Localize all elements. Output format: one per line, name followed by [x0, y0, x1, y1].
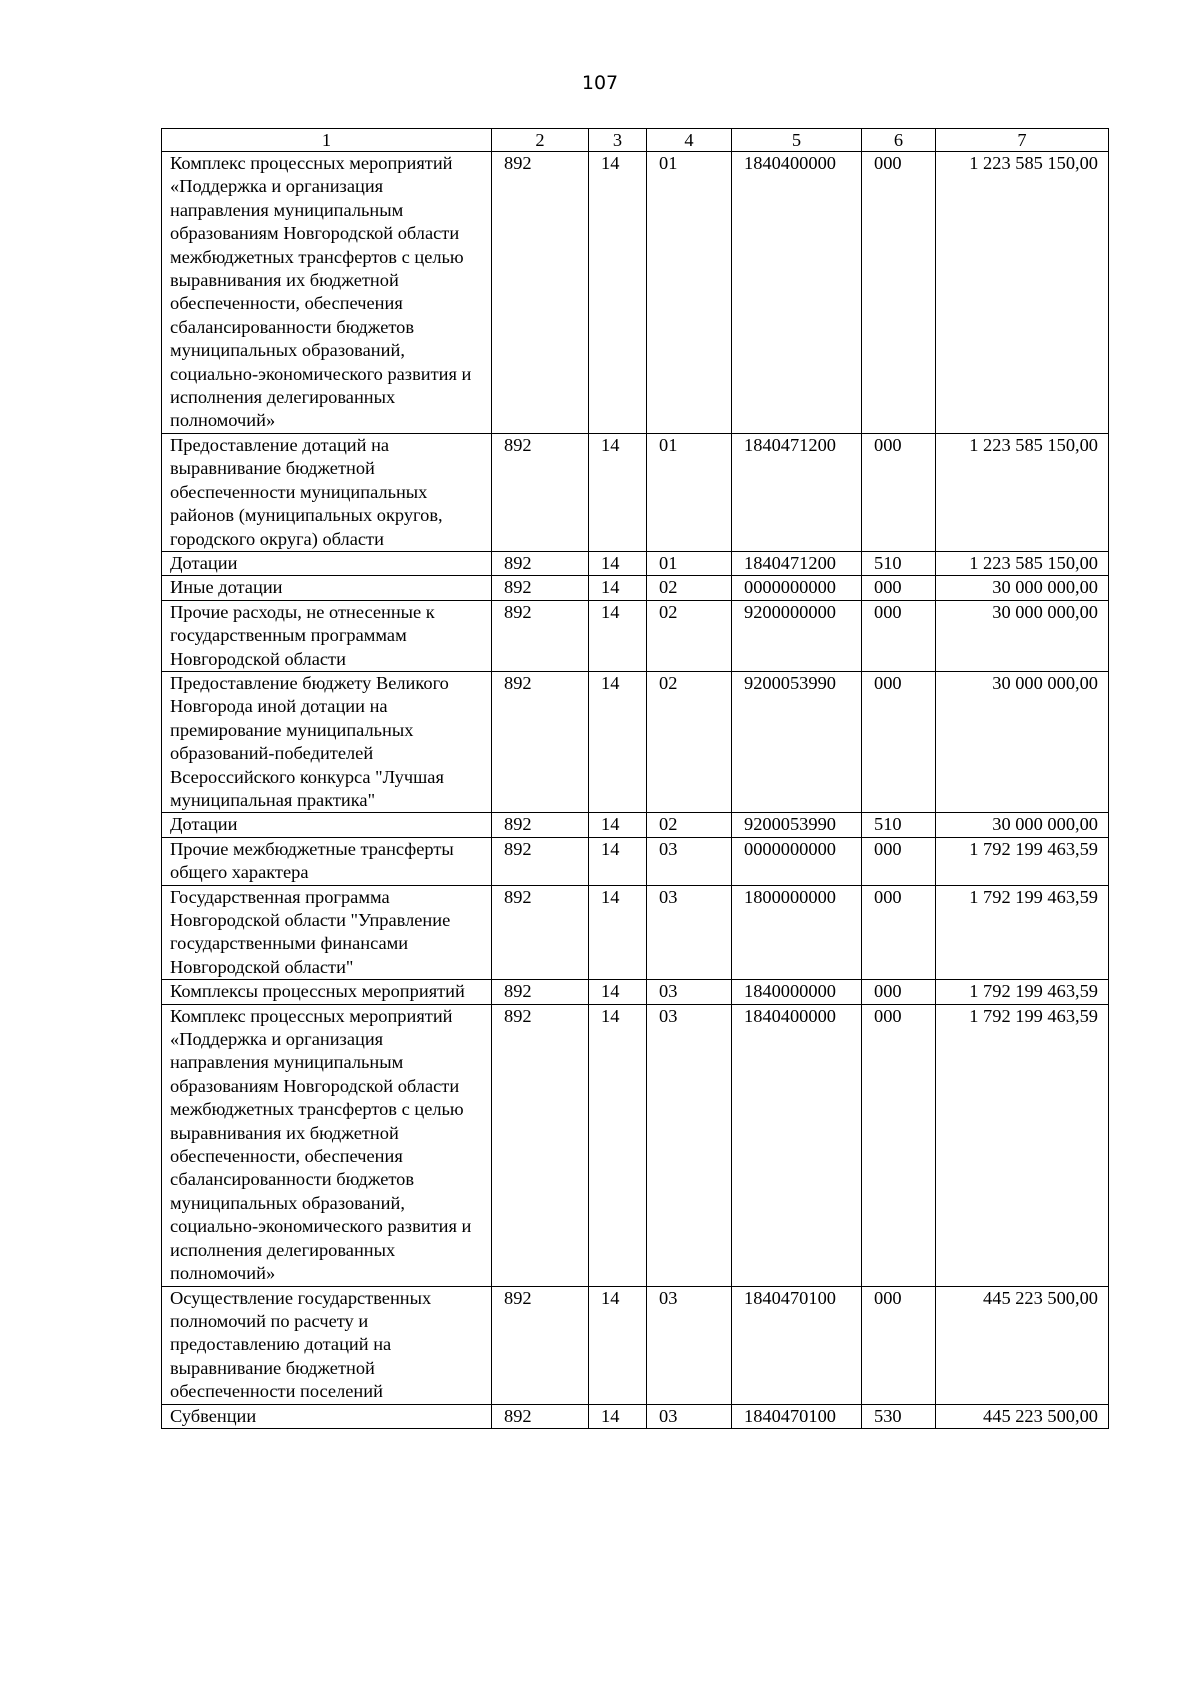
row-col4: 02 — [647, 671, 732, 812]
row-amount: 1 792 199 463,59 — [936, 980, 1109, 1004]
row-col6: 530 — [862, 1404, 936, 1428]
header-cell: 3 — [589, 129, 647, 152]
row-col3: 14 — [589, 551, 647, 575]
row-col2: 892 — [492, 600, 589, 671]
row-col3: 14 — [589, 1286, 647, 1404]
row-col3: 14 — [589, 1004, 647, 1286]
row-amount: 1 223 585 150,00 — [936, 551, 1109, 575]
table-row — [162, 885, 1109, 980]
table-row — [162, 1004, 1109, 1286]
row-name: Иные дотации — [162, 576, 492, 600]
row-col4: 02 — [647, 813, 732, 837]
row-col5: 1840471200 — [732, 551, 862, 575]
row-col4: 03 — [647, 1004, 732, 1286]
header-cell: 7 — [936, 129, 1109, 152]
row-amount: 30 000 000,00 — [936, 576, 1109, 600]
table-header-row — [162, 129, 1109, 152]
row-col3: 14 — [589, 1404, 647, 1428]
row-col3: 14 — [589, 885, 647, 980]
row-amount: 30 000 000,00 — [936, 671, 1109, 812]
table-row — [162, 152, 1109, 434]
row-col6: 000 — [862, 600, 936, 671]
row-amount: 1 223 585 150,00 — [936, 433, 1109, 551]
row-col4: 03 — [647, 837, 732, 885]
table-row — [162, 433, 1109, 551]
budget-table — [161, 128, 1109, 1429]
row-col6: 000 — [862, 885, 936, 980]
row-amount: 1 223 585 150,00 — [936, 152, 1109, 434]
row-name: Дотации — [162, 813, 492, 837]
table-row — [162, 671, 1109, 812]
row-col2: 892 — [492, 1404, 589, 1428]
row-name: Комплекс процессных мероприятий «Поддержка и организация направления муниципальным образованиям Новгородской области межбюджетных трансфертов с целью выравнивания их бюджетной обеспеченности, обеспечения сбалансированности бюджетов муниципальных образований, социально-экономического развития и исполнения делегированных полномочий» — [162, 1004, 492, 1286]
row-col3: 14 — [589, 671, 647, 812]
table-row — [162, 1404, 1109, 1428]
row-col5: 1840000000 — [732, 980, 862, 1004]
table-row — [162, 837, 1109, 885]
row-name: Комплексы процессных мероприятий — [162, 980, 492, 1004]
row-col4: 03 — [647, 1286, 732, 1404]
row-name: Прочие межбюджетные трансферты общего характера — [162, 837, 492, 885]
row-col2: 892 — [492, 1286, 589, 1404]
row-col6: 510 — [862, 813, 936, 837]
row-col3: 14 — [589, 837, 647, 885]
row-col5: 9200000000 — [732, 600, 862, 671]
row-col4: 02 — [647, 576, 732, 600]
row-name: Прочие расходы, не отнесенные к государственным программам Новгородской области — [162, 600, 492, 671]
row-col2: 892 — [492, 671, 589, 812]
row-col2: 892 — [492, 837, 589, 885]
row-col2: 892 — [492, 980, 589, 1004]
row-col2: 892 — [492, 813, 589, 837]
row-col5: 1840470100 — [732, 1404, 862, 1428]
row-col4: 03 — [647, 980, 732, 1004]
row-col6: 000 — [862, 1004, 936, 1286]
header-cell: 6 — [862, 129, 936, 152]
row-col5: 9200053990 — [732, 671, 862, 812]
header-cell: 4 — [647, 129, 732, 152]
row-col3: 14 — [589, 813, 647, 837]
row-col3: 14 — [589, 433, 647, 551]
row-name: Государственная программа Новгородской области "Управление государственными финансами Новгородской области" — [162, 885, 492, 980]
row-col6: 000 — [862, 837, 936, 885]
row-col4: 03 — [647, 885, 732, 980]
row-col4: 01 — [647, 433, 732, 551]
row-amount: 445 223 500,00 — [936, 1404, 1109, 1428]
header-cell: 1 — [162, 129, 492, 152]
row-col2: 892 — [492, 576, 589, 600]
row-col3: 14 — [589, 576, 647, 600]
row-col4: 02 — [647, 600, 732, 671]
row-name: Предоставление бюджету Великого Новгорода иной дотации на премирование муниципальных образований-победителей Всероссийского конкурса "Лучшая муниципальная практика" — [162, 671, 492, 812]
row-col3: 14 — [589, 152, 647, 434]
row-col2: 892 — [492, 152, 589, 434]
row-amount: 1 792 199 463,59 — [936, 1004, 1109, 1286]
row-col3: 14 — [589, 980, 647, 1004]
row-col6: 510 — [862, 551, 936, 575]
header-cell: 5 — [732, 129, 862, 152]
row-amount: 30 000 000,00 — [936, 600, 1109, 671]
table-row — [162, 980, 1109, 1004]
row-col3: 14 — [589, 600, 647, 671]
row-name: Предоставление дотаций на выравнивание бюджетной обеспеченности муниципальных районов (муниципальных округов, городского округа) области — [162, 433, 492, 551]
row-col5: 0000000000 — [732, 576, 862, 600]
row-col2: 892 — [492, 885, 589, 980]
row-col6: 000 — [862, 1286, 936, 1404]
row-col5: 0000000000 — [732, 837, 862, 885]
row-col4: 03 — [647, 1404, 732, 1428]
row-amount: 1 792 199 463,59 — [936, 837, 1109, 885]
row-col6: 000 — [862, 433, 936, 551]
row-col5: 1800000000 — [732, 885, 862, 980]
row-col5: 1840470100 — [732, 1286, 862, 1404]
row-col6: 000 — [862, 576, 936, 600]
row-col5: 1840471200 — [732, 433, 862, 551]
table-row — [162, 1286, 1109, 1404]
table-row — [162, 551, 1109, 575]
row-amount: 30 000 000,00 — [936, 813, 1109, 837]
page-number: 107 — [581, 72, 619, 94]
row-col2: 892 — [492, 433, 589, 551]
row-col2: 892 — [492, 551, 589, 575]
header-cell: 2 — [492, 129, 589, 152]
table-row — [162, 813, 1109, 837]
row-col5: 1840400000 — [732, 1004, 862, 1286]
table-row — [162, 576, 1109, 600]
row-col6: 000 — [862, 152, 936, 434]
row-col5: 1840400000 — [732, 152, 862, 434]
row-name: Комплекс процессных мероприятий «Поддержка и организация направления муниципальным образованиям Новгородской области межбюджетных трансфертов с целью выравнивания их бюджетной обеспеченности, обеспечения сбалансированности бюджетов муниципальных образований, социально-экономического развития и исполнения делегированных полномочий» — [162, 152, 492, 434]
row-name: Дотации — [162, 551, 492, 575]
row-col4: 01 — [647, 152, 732, 434]
row-col6: 000 — [862, 980, 936, 1004]
row-col4: 01 — [647, 551, 732, 575]
row-name: Субвенции — [162, 1404, 492, 1428]
row-col5: 9200053990 — [732, 813, 862, 837]
row-col2: 892 — [492, 1004, 589, 1286]
row-col6: 000 — [862, 671, 936, 812]
table-row — [162, 600, 1109, 671]
row-name: Осуществление государственных полномочий по расчету и предоставлению дотаций на выравнивание бюджетной обеспеченности поселений — [162, 1286, 492, 1404]
row-amount: 1 792 199 463,59 — [936, 885, 1109, 980]
row-amount: 445 223 500,00 — [936, 1286, 1109, 1404]
